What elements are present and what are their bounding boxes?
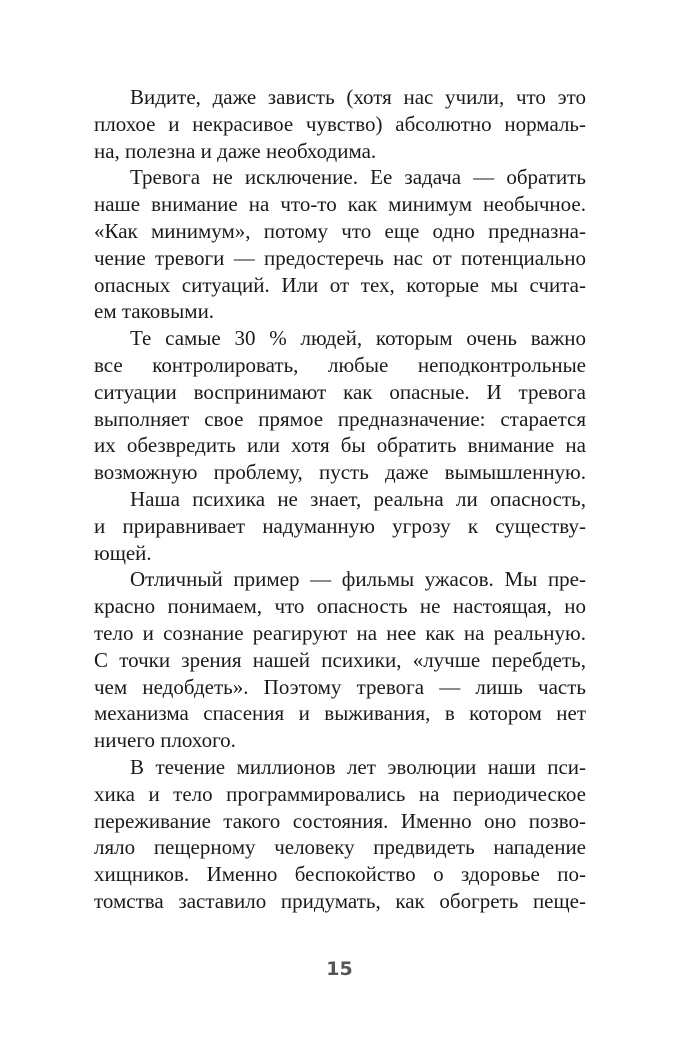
paragraph-2-line-4: чение тревоги — предостеречь нас от потенциально [94, 245, 586, 270]
paragraph-5-line-2: красно понимаем, что опасность не настоящая, но [94, 594, 586, 619]
paragraph-1-line-1: Видите, даже зависть (хотя нас учили, что это [130, 85, 586, 109]
paragraph-5-line-3: тело и сознание реагируют на нее как на реальную. [94, 620, 586, 645]
paragraph-5-line-6: механизма спасения и выживания, в котором нет [94, 701, 586, 726]
paragraph-5-line-4: С точки зрения нашей психики, «лучше перебдеть, [94, 647, 586, 672]
paragraph-2-line-5: опасных ситуаций. Или от тех, которые мы счита- [94, 272, 586, 297]
paragraph-2-line-1: Тревога не исключение. Ее задача — обратить [130, 165, 586, 190]
paragraph-4-line-3: ющей. [94, 540, 152, 565]
paragraph-4-line-1: Наша психика не знает, реальна ли опасность, [130, 486, 586, 511]
paragraph-5-line-1: Отличный пример — фильмы ужасов. Мы пре- [130, 567, 586, 592]
paragraph-6-line-4: ляло пещерному человеку предвидеть нападение [94, 835, 586, 860]
paragraph-2-line-2: наше внимание на что-то как минимум необычное. [94, 192, 586, 217]
paragraph-6-line-6: томства заставило придумать, как обогреть пеще- [94, 888, 586, 913]
paragraph-3-line-2: все контролировать, любые неподконтрольные [94, 352, 586, 377]
page-number: 15 [326, 958, 353, 980]
paragraph-6-line-1: В течение миллионов лет эволюции наши пси- [130, 754, 586, 779]
paragraph-3-line-6: возможную проблему, пусть даже вымышленную. [94, 460, 586, 485]
paragraph-6-line-5: хищников. Именно беспокойство о здоровье по- [94, 862, 586, 887]
paragraph-3-line-5: их обезвредить или хотя бы обратить внимание на [94, 433, 586, 458]
paragraph-4-line-2: и приравнивает надуманную угрозу к существу- [94, 513, 586, 538]
paragraph-6-line-2: хика и тело программировались на периодическое [94, 781, 586, 806]
paragraph-5-line-7: ничего плохого. [94, 728, 236, 753]
paragraph-3-line-3: ситуации воспринимают как опасные. И тревога [94, 379, 586, 404]
paragraph-6-line-3: переживание такого состояния. Именно оно позво- [94, 808, 586, 833]
paragraph-3-line-1: Те самые 30 % людей, которым очень важно [130, 326, 586, 351]
paragraph-1-line-3: на, полезна и даже необходима. [94, 138, 377, 163]
paragraph-3-line-4: выполняет свое прямое предназначение: старается [94, 406, 586, 431]
paragraph-5-line-5: чем недобдеть». Поэтому тревога — лишь часть [94, 674, 586, 699]
paragraph-1-line-2: плохое и некрасивое чувство) абсолютно нормаль- [94, 111, 586, 136]
paragraph-2-line-6: ем таковыми. [94, 299, 215, 324]
body-text [94, 84, 586, 915]
paragraph-2-line-3: «Как минимум», потому что еще одно предназна- [94, 218, 586, 243]
